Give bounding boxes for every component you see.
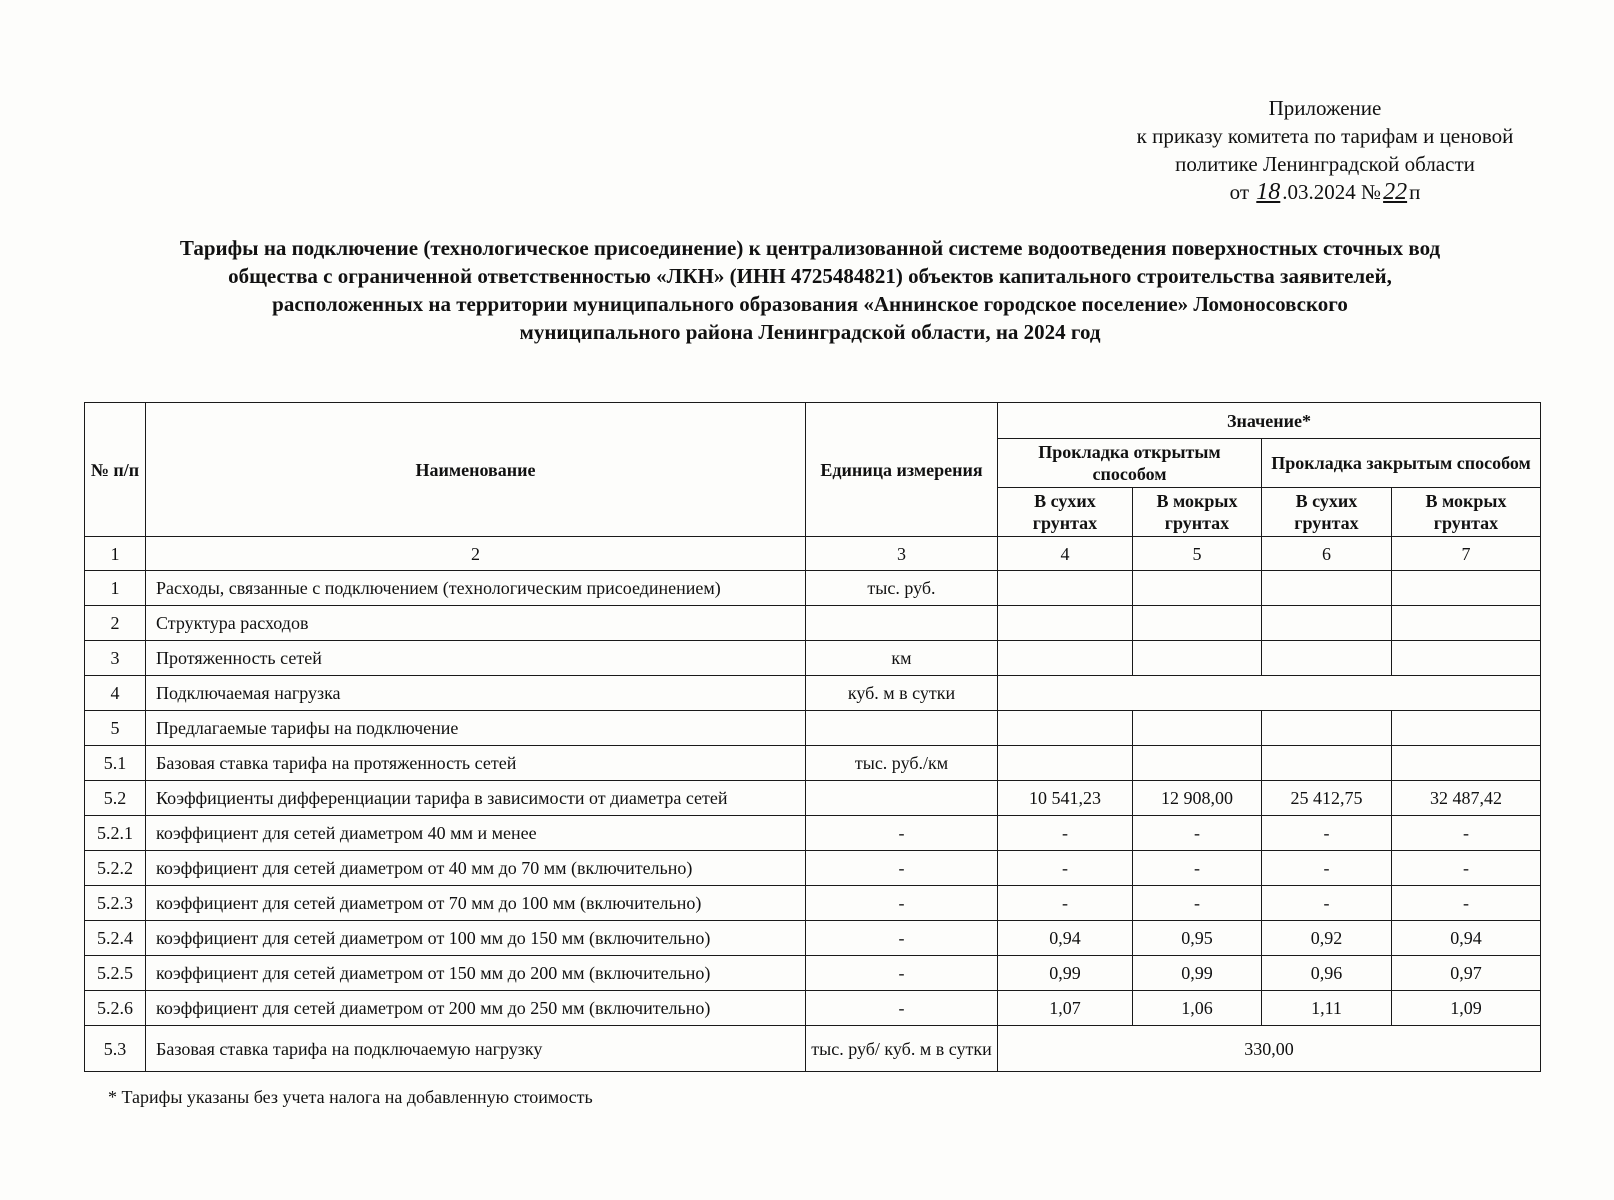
row-value-cell: - [1133, 851, 1262, 886]
col-number: 4 [998, 537, 1133, 571]
row-value-cell [1133, 571, 1262, 606]
table-row [85, 956, 1541, 991]
row-num-cell: 5.2.3 [85, 886, 146, 921]
row-value-cell: - [1262, 851, 1392, 886]
row-value-cell: 25 412,75 [1262, 781, 1392, 816]
row-unit-cell: тыс. руб/ куб. м в сутки [806, 1026, 998, 1072]
row-value-cell: - [1133, 816, 1262, 851]
date-rest: .03.2024 № [1282, 180, 1382, 204]
row-name-cell: коэффициент для сетей диаметром 40 мм и менее [146, 816, 806, 851]
row-value-cell: - [1392, 886, 1541, 921]
row-name-cell: коэффициент для сетей диаметром от 100 мм до 150 мм (включительно) [146, 921, 806, 956]
row-value-cell: - [1133, 886, 1262, 921]
row-value-cell: - [1262, 886, 1392, 921]
row-name-cell: коэффициент для сетей диаметром от 150 мм до 200 мм (включительно) [146, 956, 806, 991]
row-name-cell: Базовая ставка тарифа на протяженность сетей [146, 746, 806, 781]
row-value-cell [1262, 606, 1392, 641]
row-unit-cell: - [806, 886, 998, 921]
row-value-cell [1133, 641, 1262, 676]
row-value-cell [1392, 711, 1541, 746]
handwritten-order-number: 22 [1383, 179, 1408, 205]
row-name-cell: Структура расходов [146, 606, 806, 641]
appendix-line-2: к приказу комитета по тарифам и ценовой [1136, 124, 1514, 148]
row-value-cell [1133, 606, 1262, 641]
row-unit-cell [806, 781, 998, 816]
order-suffix: п [1409, 180, 1421, 204]
row-unit-cell [806, 711, 998, 746]
table-row [85, 886, 1541, 921]
row-value-cell [1392, 641, 1541, 676]
row-value-cell [1262, 711, 1392, 746]
table-row [85, 711, 1541, 746]
row-unit-cell: тыс. руб./км [806, 746, 998, 781]
row-value-cell: 0,94 [998, 921, 1133, 956]
document-title [90, 234, 1530, 346]
row-value-cell [998, 746, 1133, 781]
header-name: Наименование [146, 403, 806, 537]
table-row [85, 921, 1541, 956]
header-num: № п/п [85, 403, 146, 537]
header-closed-wet: В мокрых грунтах [1392, 488, 1541, 537]
row-name-cell: Подключаемая нагрузка [146, 676, 806, 711]
row-value-cell: 1,06 [1133, 991, 1262, 1026]
table-body [85, 537, 1541, 1072]
date-prefix: от [1229, 180, 1250, 204]
row-value-cell: - [1262, 816, 1392, 851]
row-value-cell: 1,11 [1262, 991, 1392, 1026]
row-num-cell: 3 [85, 641, 146, 676]
row-value-cell [998, 571, 1133, 606]
row-value-cell: 0,94 [1392, 921, 1541, 956]
header-open-wet: В мокрых грунтах [1133, 488, 1262, 537]
row-unit-cell [806, 606, 998, 641]
row-value-cell [998, 606, 1133, 641]
title-line-1: Тарифы на подключение (технологическое присоединение) к централизованной системе водоотведения поверхностных сточных вод [179, 236, 1441, 260]
row-unit-cell: - [806, 816, 998, 851]
row-unit-cell: - [806, 851, 998, 886]
table-row [85, 641, 1541, 676]
row-merged-value-cell: 330,00 [998, 1026, 1541, 1072]
header-closed-dry: В сухих грунтах [1262, 488, 1392, 537]
col-number: 6 [1262, 537, 1392, 571]
table-row [85, 571, 1541, 606]
row-value-cell [1133, 746, 1262, 781]
header-open-dry: В сухих грунтах [998, 488, 1133, 537]
header-unit: Единица измерения [806, 403, 998, 537]
row-num-cell: 4 [85, 676, 146, 711]
row-name-cell: Базовая ставка тарифа на подключаемую нагрузку [146, 1026, 806, 1072]
col-number: 7 [1392, 537, 1541, 571]
table-header [85, 403, 1541, 537]
row-value-cell: 1,09 [1392, 991, 1541, 1026]
col-number: 5 [1133, 537, 1262, 571]
appendix-line-3: политике Ленинградской области [1175, 152, 1475, 176]
row-name-cell: коэффициент для сетей диаметром от 40 мм до 70 мм (включительно) [146, 851, 806, 886]
footnote: * Тарифы указаны без учета налога на добавленную стоимость [108, 1087, 593, 1107]
row-value-cell: 0,92 [1262, 921, 1392, 956]
header-closed-method: Прокладка закрытым способом [1262, 439, 1541, 488]
row-value-cell: 0,95 [1133, 921, 1262, 956]
row-value-cell: 12 908,00 [1133, 781, 1262, 816]
row-name-cell: Предлагаемые тарифы на подключение [146, 711, 806, 746]
row-num-cell: 5 [85, 711, 146, 746]
row-unit-cell: - [806, 991, 998, 1026]
appendix-date-line [1090, 178, 1560, 206]
row-num-cell: 5.2.6 [85, 991, 146, 1026]
table-row [85, 606, 1541, 641]
row-value-cell [1392, 746, 1541, 781]
row-unit-cell: тыс. руб. [806, 571, 998, 606]
table-row [85, 746, 1541, 781]
header-open-method: Прокладка открытым способом [998, 439, 1262, 488]
row-value-cell: 0,96 [1262, 956, 1392, 991]
row-unit-cell: - [806, 956, 998, 991]
title-line-3: расположенных на территории муниципального образования «Аннинское городское поселение» Ломоносовского [272, 292, 1348, 316]
row-value-cell [1262, 641, 1392, 676]
table-row [85, 676, 1541, 711]
row-num-cell: 5.3 [85, 1026, 146, 1072]
col-number: 3 [806, 537, 998, 571]
row-name-cell: Коэффициенты дифференциации тарифа в зависимости от диаметра сетей [146, 781, 806, 816]
row-value-cell: - [1392, 851, 1541, 886]
row-value-cell: - [998, 816, 1133, 851]
appendix-title: Приложение [1268, 96, 1382, 120]
row-num-cell: 5.2.4 [85, 921, 146, 956]
column-number-row [85, 537, 1541, 571]
row-value-cell: - [998, 886, 1133, 921]
row-value-cell: 0,97 [1392, 956, 1541, 991]
row-value-cell [1392, 606, 1541, 641]
row-value-cell [998, 641, 1133, 676]
row-num-cell: 5.1 [85, 746, 146, 781]
row-value-cell: 0,99 [1133, 956, 1262, 991]
row-num-cell: 5.2.2 [85, 851, 146, 886]
appendix-block [1090, 94, 1560, 206]
row-name-cell: Протяженность сетей [146, 641, 806, 676]
row-num-cell: 5.2 [85, 781, 146, 816]
header-value: Значение* [998, 403, 1541, 439]
row-merged-value-cell [998, 676, 1541, 711]
row-value-cell [1262, 746, 1392, 781]
title-line-4: муниципального района Ленинградской области, на 2024 год [519, 320, 1101, 344]
row-name-cell: коэффициент для сетей диаметром от 70 мм до 100 мм (включительно) [146, 886, 806, 921]
row-value-cell [998, 711, 1133, 746]
row-unit-cell: км [806, 641, 998, 676]
row-num-cell: 5.2.1 [85, 816, 146, 851]
row-num-cell: 2 [85, 606, 146, 641]
row-unit-cell: куб. м в сутки [806, 676, 998, 711]
row-num-cell: 5.2.5 [85, 956, 146, 991]
row-value-cell [1133, 711, 1262, 746]
row-unit-cell: - [806, 921, 998, 956]
row-value-cell: 0,99 [998, 956, 1133, 991]
row-value-cell: 32 487,42 [1392, 781, 1541, 816]
col-number: 1 [85, 537, 146, 571]
row-num-cell: 1 [85, 571, 146, 606]
tariff-table [84, 402, 1541, 1072]
row-name-cell: Расходы, связанные с подключением (технологическим присоединением) [146, 571, 806, 606]
row-value-cell: - [1392, 816, 1541, 851]
handwritten-day: 18 [1256, 179, 1281, 205]
title-line-2: общества с ограниченной ответственностью «ЛКН» (ИНН 4725484821) объектов капитального строительства заявителей, [228, 264, 1392, 288]
row-value-cell: 1,07 [998, 991, 1133, 1026]
table-row [85, 781, 1541, 816]
col-number: 2 [146, 537, 806, 571]
row-value-cell [1262, 571, 1392, 606]
table-row [85, 816, 1541, 851]
table-row [85, 851, 1541, 886]
row-value-cell: - [998, 851, 1133, 886]
table-row [85, 991, 1541, 1026]
row-value-cell [1392, 571, 1541, 606]
row-value-cell: 10 541,23 [998, 781, 1133, 816]
table-row [85, 1026, 1541, 1072]
row-name-cell: коэффициент для сетей диаметром от 200 мм до 250 мм (включительно) [146, 991, 806, 1026]
